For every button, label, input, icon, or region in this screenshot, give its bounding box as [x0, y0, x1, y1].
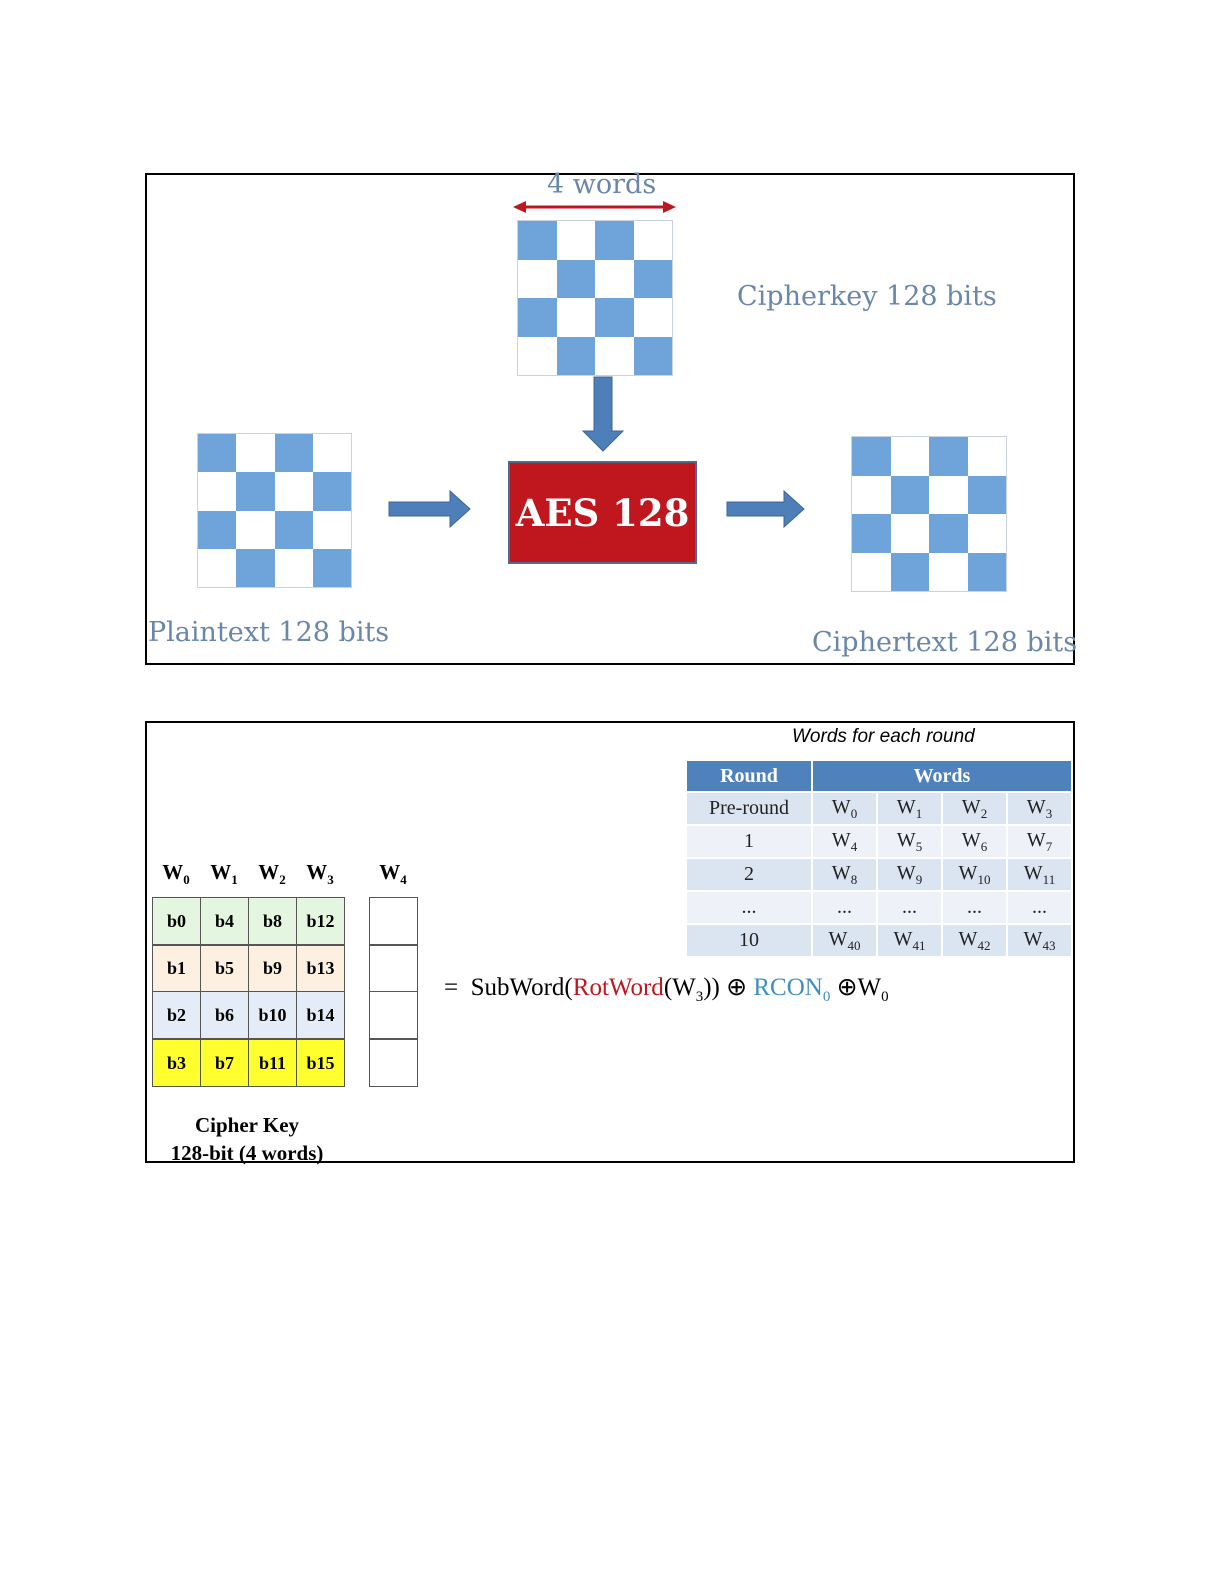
checker-square — [634, 337, 673, 376]
word-prefix: W — [1023, 927, 1043, 950]
word-cell — [877, 792, 942, 825]
word-prefix: W — [1026, 828, 1046, 851]
formula-rotword-arg: (W — [663, 974, 696, 1001]
checker-square — [595, 260, 634, 299]
word-cell — [877, 924, 942, 956]
checker-square — [275, 511, 313, 549]
round-cell: Pre-round — [687, 792, 812, 825]
table-row — [687, 924, 1072, 956]
right-arrow-icon-1 — [389, 491, 470, 527]
round-cell: 1 — [687, 825, 812, 858]
checker-square — [968, 514, 1007, 553]
checker-square — [313, 511, 351, 549]
word-prefix: W — [828, 927, 848, 950]
rounds-table-title: Words for each round — [792, 726, 975, 747]
word-prefix: W — [961, 795, 981, 818]
formula-rcon: RCON — [753, 974, 823, 1001]
w4-formula — [444, 972, 889, 1006]
word-prefix: W — [896, 861, 916, 884]
words-column-header: Words — [812, 761, 1072, 792]
checker-square — [595, 221, 634, 260]
key-byte-cell: b9 — [248, 945, 297, 992]
formula-subword: SubWord( — [470, 974, 573, 1001]
checker-square — [313, 472, 351, 510]
word-cell — [942, 924, 1007, 956]
word-prefix: W — [893, 927, 913, 950]
formula-w0-sub: 0 — [881, 989, 889, 1005]
key-expansion-panel — [145, 721, 1075, 1163]
word-prefix: W — [831, 795, 851, 818]
checker-square — [891, 514, 930, 553]
table-row — [687, 858, 1072, 891]
word-cell — [812, 924, 877, 956]
checker-square — [634, 260, 673, 299]
key-byte-cell: b10 — [248, 991, 297, 1039]
key-byte-cell: b13 — [296, 945, 345, 992]
checker-square — [929, 476, 968, 515]
key-byte-cell: b14 — [296, 991, 345, 1039]
checker-square — [518, 221, 557, 260]
word-prefix: W — [961, 828, 981, 851]
word-cell — [812, 792, 877, 825]
table-row — [687, 825, 1072, 858]
right-arrow-icon-2 — [727, 491, 804, 527]
checker-square — [313, 549, 351, 587]
formula-rcon-sub: 0 — [822, 989, 831, 1005]
checker-square — [518, 337, 557, 376]
checker-square — [634, 298, 673, 337]
word-index: 41 — [912, 937, 926, 953]
four-words-label: 4 words — [547, 169, 657, 200]
cipherkey-block — [517, 220, 673, 376]
checker-square — [557, 260, 596, 299]
round-cell: 10 — [687, 924, 812, 956]
w4-cell — [369, 1039, 418, 1087]
word-index: 4 — [850, 838, 858, 854]
word-cell — [877, 825, 942, 858]
checker-square — [852, 553, 891, 592]
checker-square — [275, 434, 313, 472]
word-cell — [1007, 924, 1072, 956]
word-header-w0: $W_0$ — [162, 860, 190, 888]
checker-square — [929, 514, 968, 553]
word-header-w1: $W_1$ — [210, 860, 238, 888]
checker-square — [929, 553, 968, 592]
ciphertext-label: Ciphertext 128 bits — [812, 627, 1078, 658]
key-byte-cell: b7 — [200, 1039, 249, 1087]
word-cell: ... — [812, 891, 877, 924]
word-index: 43 — [1042, 937, 1056, 953]
word-cell — [812, 858, 877, 891]
key-byte-cell: b2 — [152, 991, 201, 1039]
checker-square — [968, 553, 1007, 592]
caption-line-1: Cipher Key — [194, 1113, 300, 1137]
word-cell — [812, 825, 877, 858]
cipherkey-label: Cipherkey 128 bits — [737, 281, 997, 312]
checker-square — [198, 549, 236, 587]
word-index: 6 — [980, 838, 988, 854]
word-prefix: W — [1026, 795, 1046, 818]
word-header-w4: $W_4$ — [379, 860, 407, 888]
word-prefix: W — [831, 828, 851, 851]
word-index: 9 — [915, 871, 923, 887]
word-header-w2: $W_2$ — [258, 860, 286, 888]
w4-cell — [369, 945, 418, 993]
word-index: 3 — [1045, 805, 1053, 821]
key-byte-cell: b1 — [152, 945, 201, 992]
word-cell — [1007, 792, 1072, 825]
checker-square — [198, 434, 236, 472]
table-row — [687, 891, 1072, 924]
word-index: 5 — [915, 838, 923, 854]
word-cell: ... — [942, 891, 1007, 924]
checker-square — [968, 437, 1007, 476]
round-column-header: Round — [687, 761, 812, 792]
round-cell: 2 — [687, 858, 812, 891]
checker-square — [891, 437, 930, 476]
checker-square — [557, 221, 596, 260]
table-row — [687, 792, 1072, 825]
checker-square — [852, 514, 891, 553]
word-cell: ... — [1007, 891, 1072, 924]
checker-square — [557, 298, 596, 337]
word-prefix: W — [896, 828, 916, 851]
key-byte-cell: b5 — [200, 945, 249, 992]
cipher-key-caption — [147, 1111, 347, 1167]
word-cell — [1007, 825, 1072, 858]
word-cell — [1007, 858, 1072, 891]
formula-arg-sub: 3 — [695, 989, 704, 1005]
checker-square — [313, 434, 351, 472]
word-index: 2 — [980, 805, 988, 821]
checker-square — [198, 472, 236, 510]
plaintext-label: Plaintext 128 bits — [148, 617, 390, 648]
word-index: 8 — [850, 871, 858, 887]
word-cell — [942, 792, 1007, 825]
checker-square — [236, 549, 274, 587]
key-byte-cell: b3 — [152, 1039, 201, 1087]
checker-square — [968, 476, 1007, 515]
word-prefix: W — [831, 861, 851, 884]
round-cell: ... — [687, 891, 812, 924]
checker-square — [518, 298, 557, 337]
word-prefix: W — [958, 861, 978, 884]
key-byte-cell: b8 — [248, 897, 297, 945]
checker-square — [198, 511, 236, 549]
checker-square — [595, 337, 634, 376]
checker-square — [236, 511, 274, 549]
word-prefix: W — [958, 927, 978, 950]
checker-square — [634, 221, 673, 260]
checker-square — [929, 437, 968, 476]
key-byte-cell: b15 — [296, 1039, 345, 1087]
formula-rotword: RotWord — [572, 974, 664, 1001]
xor-icon-1: ⊕ — [719, 974, 754, 1001]
word-index: 11 — [1042, 871, 1056, 887]
word-cell — [877, 858, 942, 891]
word-index: 7 — [1045, 838, 1053, 854]
checker-square — [852, 476, 891, 515]
key-byte-cell: b4 — [200, 897, 249, 945]
word-prefix: W — [1023, 861, 1043, 884]
word-index: 40 — [847, 937, 861, 953]
checker-square — [557, 337, 596, 376]
word-cell — [942, 825, 1007, 858]
checker-square — [852, 437, 891, 476]
key-byte-cell: b0 — [152, 897, 201, 945]
word-cell: ... — [877, 891, 942, 924]
key-byte-cell: b6 — [200, 991, 249, 1039]
word-index: 10 — [977, 871, 991, 887]
w4-cell — [369, 991, 418, 1039]
key-byte-cell: b12 — [296, 897, 345, 945]
caption-line-2: 128-bit (4 words) — [170, 1141, 324, 1165]
aes-overview-panel — [145, 169, 1078, 665]
xor-icon-2: ⊕W — [830, 974, 882, 1001]
checker-square — [595, 298, 634, 337]
rounds-table — [687, 761, 1073, 956]
word-index: 0 — [850, 805, 858, 821]
checker-square — [236, 434, 274, 472]
down-arrow-icon — [583, 377, 623, 451]
plaintext-block — [197, 433, 352, 588]
ciphertext-block — [851, 436, 1007, 592]
word-index: 42 — [977, 937, 991, 953]
checker-square — [891, 553, 930, 592]
word-cell — [942, 858, 1007, 891]
aes-128-box: AES 128 — [508, 461, 697, 564]
key-byte-cell: b11 — [248, 1039, 297, 1087]
word-index: 1 — [915, 805, 923, 821]
checker-square — [891, 476, 930, 515]
word-header-w3: $W_3$ — [306, 860, 334, 888]
checker-square — [275, 472, 313, 510]
checker-square — [236, 472, 274, 510]
width-double-arrow — [513, 201, 676, 213]
formula-close: )) — [703, 974, 720, 1001]
word-prefix: W — [896, 795, 916, 818]
w4-cell — [369, 897, 418, 945]
checker-square — [275, 549, 313, 587]
formula-equals: = — [444, 974, 459, 1001]
checker-square — [518, 260, 557, 299]
